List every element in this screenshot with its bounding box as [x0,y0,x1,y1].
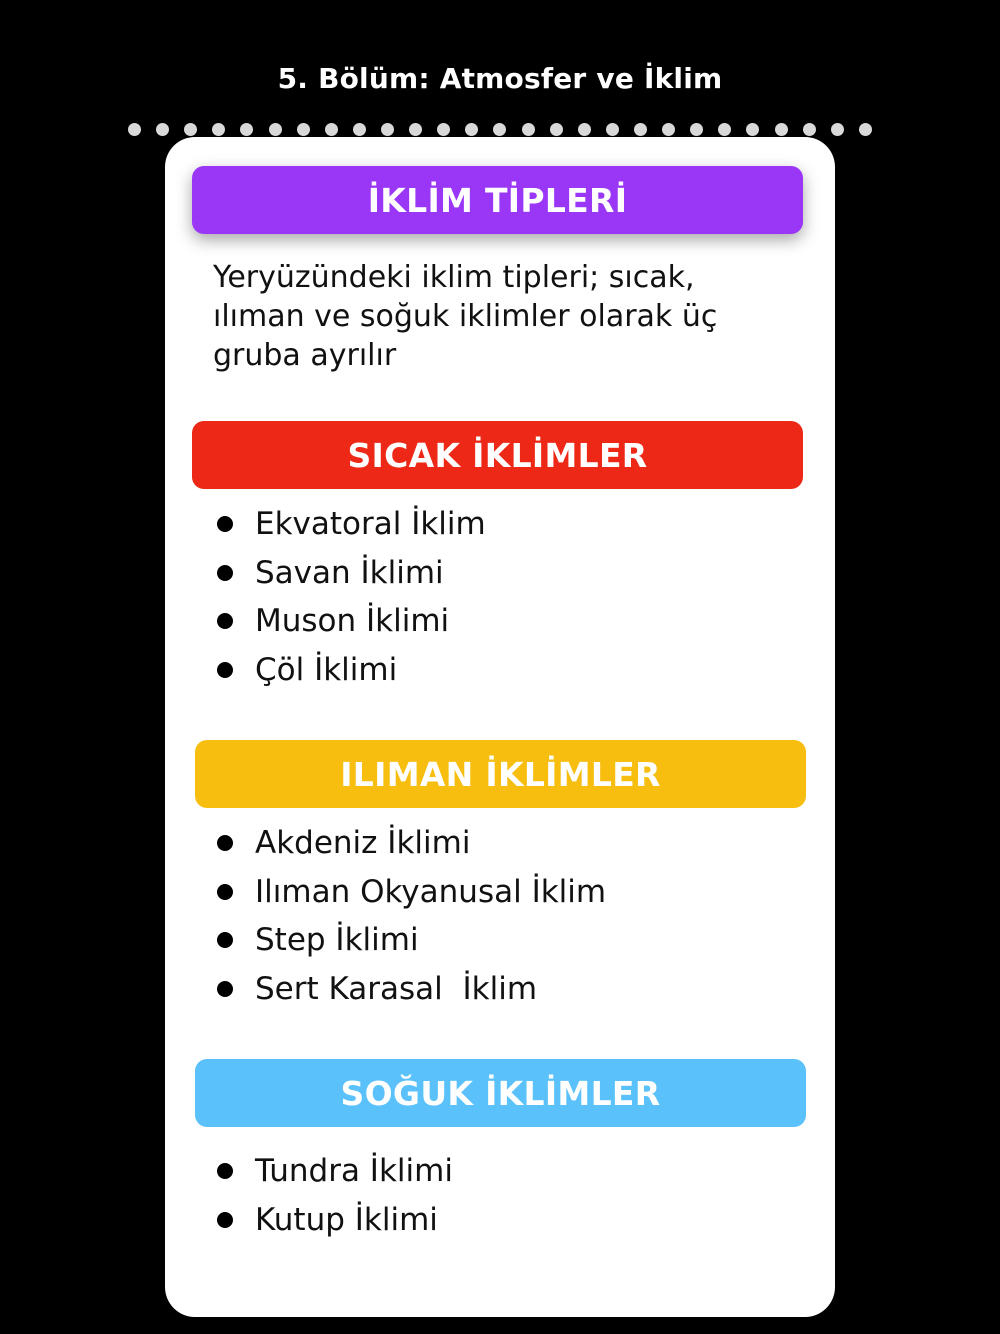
list-item-label: Ekvatoral İklim [255,506,486,543]
divider-dot [718,123,731,136]
list-item-label: Muson İklimi [255,603,450,640]
list-item-label: Kutup İklimi [255,1201,438,1238]
bullet-icon [217,932,233,948]
list-item [217,1147,453,1196]
divider-dot [128,123,141,136]
divider-dot [550,123,563,136]
hot-climates-list [217,500,486,694]
list-item-label: Ilıman Okyanusal İklim [255,873,607,910]
bullet-icon [217,1163,233,1179]
hot-climates-heading: SICAK İKLİMLER [192,421,803,489]
list-item [217,549,486,598]
divider-dot [353,123,366,136]
list-item [217,916,606,965]
bullet-icon [217,516,233,532]
divider-dot [634,123,647,136]
list-item [217,500,486,549]
divider-dot [493,123,506,136]
list-item-label: Sert Karasal İklim [255,971,538,1008]
list-item-label: Tundra İklimi [255,1153,453,1190]
divider-dot [522,123,535,136]
list-item [217,965,606,1014]
divider-dot [325,123,338,136]
divider-dot [803,123,816,136]
divider-dot [746,123,759,136]
divider-dot [859,123,872,136]
list-item [217,1196,453,1245]
divider-dot [212,123,225,136]
divider-dot [297,123,310,136]
divider-dot [437,123,450,136]
divider-dot [156,123,169,136]
intro-text: Yeryüzündeki iklim tipleri; sıcak, ılıman ve soğuk iklimler olarak üç gruba ayrılır [213,260,718,373]
divider-dot [606,123,619,136]
list-item [217,819,606,868]
list-item [217,868,606,917]
list-item [217,646,486,695]
bullet-icon [217,565,233,581]
bullet-icon [217,662,233,678]
divider-dot [409,123,422,136]
bullet-icon [217,1212,233,1228]
mild-climates-list [217,819,606,1013]
divider-dot [775,123,788,136]
divider-dot [578,123,591,136]
divider-dot [184,123,197,136]
list-item-label: Çöl İklimi [255,652,398,689]
bullet-icon [217,981,233,997]
divider-dot [831,123,844,136]
divider-dot [690,123,703,136]
list-item-label: Step İklimi [255,922,419,959]
divider-dot [240,123,253,136]
content-card [165,137,835,1317]
divider-dot [662,123,675,136]
divider-dot [381,123,394,136]
list-item-label: Savan İklimi [255,554,444,591]
chapter-title: 5. Bölüm: Atmosfer ve İklim [277,62,723,95]
cold-climates-heading: SOĞUK İKLİMLER [195,1059,806,1127]
dotted-divider [128,122,872,136]
list-item-label: Akdeniz İklimi [255,825,471,862]
divider-dot [269,123,282,136]
mild-climates-heading: ILIMAN İKLİMLER [195,740,806,808]
climate-types-heading: İKLİM TİPLERİ [192,166,803,234]
list-item [217,597,486,646]
bullet-icon [217,835,233,851]
bullet-icon [217,884,233,900]
cold-climates-list [217,1147,453,1244]
bullet-icon [217,613,233,629]
divider-dot [465,123,478,136]
